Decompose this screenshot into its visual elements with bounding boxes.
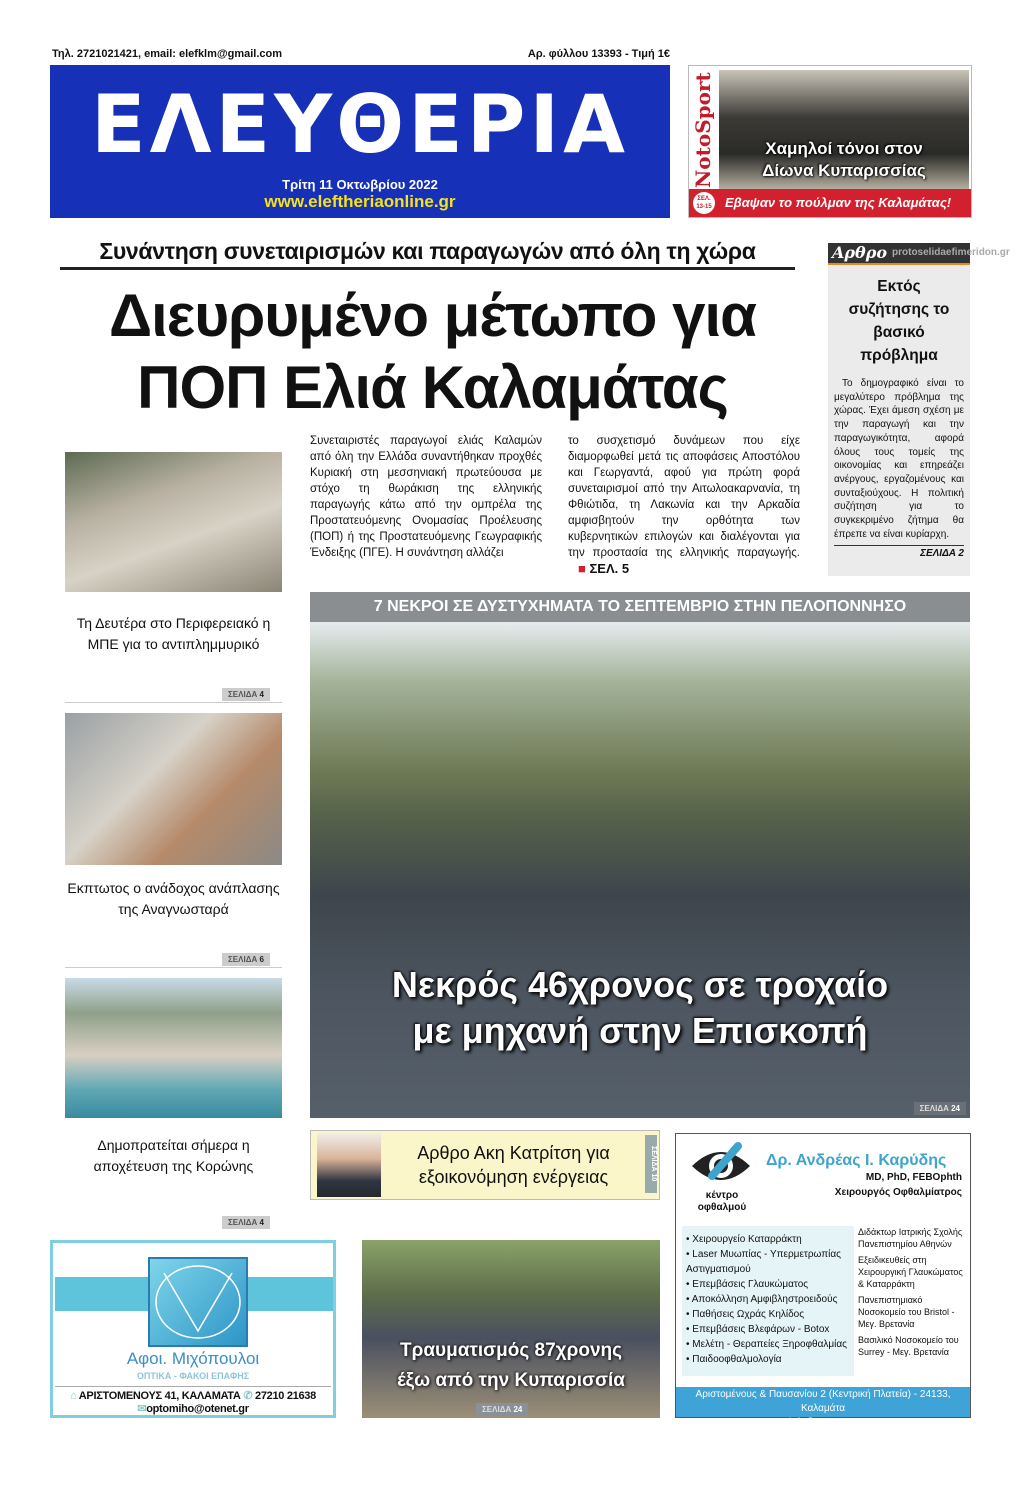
opinion-body: Το δημογραφικό είναι το μεγαλύτερο πρόβλημα της χώρας. Έχει άμεση σχέση με την παραγωγή και την παραγωγικότητα, αφορά όλους τους τομείς της οικονομίας και επηρεάζει ανέργους, εργαζομένους και συνταξιούχους. Η πολιτική συζήτηση για το συγκεκριμένο ζήτημα θα έπρεπε να είναι κυρίαρχη. bbox=[834, 378, 964, 540]
sport-pages: ΣΕΛ. 13-15 bbox=[693, 192, 715, 214]
service-item: • Επεμβάσεις Βλεφάρων - Botox bbox=[686, 1324, 830, 1335]
katritsis-teaser[interactable] bbox=[310, 1130, 660, 1200]
watermark: protoselidaefimeridon.gr bbox=[892, 247, 1010, 258]
v-logo-icon bbox=[148, 1257, 248, 1347]
headline-line: έξω από την Κυπαρισσία bbox=[397, 1370, 625, 1391]
story-caption[interactable]: Δημοπρατείται σήμερα η αποχέτευση της Κορώνης bbox=[93, 1137, 254, 1174]
flood-photo bbox=[65, 452, 282, 592]
service-item: • Αποκόλληση Αμφιβληστροειδούς bbox=[686, 1294, 838, 1305]
mail-icon: ✉ bbox=[137, 1403, 147, 1415]
page-tag: ΣΕΛΙΔΑ 4 bbox=[222, 688, 270, 701]
issue-info: Αρ. φύλλου 13393 - Τιμή 1€ bbox=[527, 48, 670, 60]
credentials-list bbox=[858, 1226, 968, 1362]
accident-headline bbox=[310, 962, 970, 1054]
page-tag: ΣΕΛΙΔΑ 24 bbox=[914, 1102, 966, 1115]
street-photo bbox=[65, 713, 282, 865]
divider bbox=[65, 967, 282, 968]
story-caption[interactable]: Εκπτωτος ο ανάδοχος ανάπλασης της Αναγνωσταρά bbox=[67, 880, 280, 917]
square-icon: ■ bbox=[578, 561, 586, 576]
lead-text-col2 bbox=[568, 433, 800, 578]
sport-caption-1: Χαμηλοί τόνοι στον bbox=[765, 139, 923, 158]
katritsis-title: Αρθρο Ακη Κατρίτση για εξοικονόμηση ενέργειας bbox=[417, 1143, 610, 1187]
masthead bbox=[50, 65, 670, 218]
lead-page-ref[interactable] bbox=[578, 561, 629, 576]
credential: Διδάκτωρ Ιατρικής Σχολής Πανεπιστημίου Αθηνών bbox=[858, 1227, 963, 1249]
notosport-teaser[interactable] bbox=[688, 65, 972, 218]
eye-logo-text: κέντρο οφθαλμού bbox=[697, 1190, 747, 1213]
optics-subtitle: ΟΠΤΙΚΑ - ΦΑΚΟΙ ΕΠΑΦΗΣ bbox=[136, 1371, 250, 1381]
eye-address: Αριστομένους & Παυσανίου 2 (Κεντρική Πλατεία) - 24133, Καλαμάτα bbox=[695, 1389, 951, 1414]
headline-line: Τραυματισμός 87χρονης bbox=[399, 1340, 623, 1361]
lead-text-col2-body: το συσχετισμό δυνάμεων που είχε διαμορφωθεί μετά τις αποφάσεις Αποστόλου και Γεωργαντά, αφού για πρώτη φορά συνεταιρισμοί από την Αιτωλοακαρνανία, τη Φθιώτιδα, τη Λακωνία και την Αρκαδία αμφισβητούν την ορθότητα των κυβερνητικών επιλογών και διαλέγονται για την προστασία της ελληνικής παραγωγής. bbox=[568, 435, 800, 559]
service-item: • Επεμβάσεις Γλαυκώματος bbox=[686, 1279, 809, 1290]
issue-date: Τρίτη 11 Οκτωβρίου 2022 bbox=[282, 177, 438, 192]
optics-contact: ⌂ ΑΡΙΣΤΟΜΕΝΟΥΣ 41, ΚΑΛΑΜΑΤΑ ✆ 27210 21638 ✉optomiho@otenet.gr bbox=[55, 1386, 331, 1416]
eye-icon bbox=[690, 1142, 752, 1188]
opinion-tag: Αρθρο bbox=[828, 243, 970, 265]
lead-kicker: Συνάντηση συνεταιρισμών και παραγωγών από όλη τη χώρα bbox=[60, 238, 795, 270]
author-photo bbox=[317, 1133, 381, 1197]
doctor-name: Δρ. Ανδρέας Ι. Καρύδης bbox=[766, 1152, 947, 1169]
koroni-photo bbox=[65, 978, 282, 1118]
eye-ad-footer bbox=[676, 1387, 970, 1428]
headline-line: Διευρυμένο μέτωπο για bbox=[108, 282, 757, 349]
page-tag: ΣΕΛΙΔΑ 6 bbox=[222, 953, 270, 966]
lead-headline[interactable] bbox=[40, 280, 825, 424]
page-tag: ΣΕΛΙΔΑ 10 bbox=[645, 1135, 657, 1193]
doctor-degrees: MD, PhD, FEBOphth bbox=[865, 1172, 962, 1183]
website-link[interactable]: www.eleftheriaonline.gr bbox=[264, 192, 456, 211]
optics-ad[interactable] bbox=[50, 1240, 336, 1418]
eye-contact: τ: +30 27210 22007 - e: info@eye-center.gr - www.eye-center.gr bbox=[681, 1417, 965, 1428]
credential: Εξειδικευθείς στη Χειρουργική Γλαυκώματος & Καταρράκτη bbox=[858, 1255, 963, 1289]
page-tag: ΣΕΛΙΔΑ 4 bbox=[222, 1216, 270, 1229]
opinion-title: Εκτός συζήτησης το βασικό πρόβλημα bbox=[848, 278, 950, 364]
notosport-brand: NotoSport bbox=[691, 72, 715, 188]
phone-icon: ✆ bbox=[243, 1390, 253, 1402]
opinion-page: ΣΕΛΙΔΑ 2 bbox=[834, 545, 964, 559]
credential: Βασιλικό Νοσοκομείο του Surrey - Μεγ. Βρετανία bbox=[858, 1335, 959, 1357]
lead-page: ΣΕΛ. 5 bbox=[589, 561, 630, 576]
sport-caption-2: Δίωνα Κυπαρισσίας bbox=[762, 161, 926, 180]
headline-line: Νεκρός 46χρονος σε τροχαίο bbox=[391, 964, 889, 1005]
service-item: • Χειρουργείο Καταρράκτη bbox=[686, 1234, 802, 1245]
service-item: • Laser Μυωπίας - Υπερμετρωπίας Αστιγματισμού bbox=[686, 1249, 841, 1275]
page-tag: ΣΕΛΙΔΑ 24 bbox=[476, 1403, 528, 1416]
credential: Πανεπιστημιακό Νοσοκομείο του Bristol - Μεγ. Βρετανία bbox=[858, 1295, 955, 1329]
lead-text-col1: Συνεταιριστές παραγωγοί ελιάς Καλαμών από όλη την Ελλάδα συναντήθηκαν προχθές Κυριακή στη μεσσηνιακή πρωτεύουσα με στόχο τη θωράκιση της ελληνικής παραγωγής κάτω από την ομπρέλα της Προστατευόμενης Ονομασίας Προέλευσης (ΠΟΠ) ή της Προστατευόμενης Γεωγραφικής Ένδειξης (ΠΓΕ). Η συνάντηση αλλάζει bbox=[310, 435, 542, 559]
accident-photo[interactable] bbox=[310, 622, 970, 1118]
sport-bar: Εβαψαν το πούλμαν της Καλαμάτας! bbox=[689, 189, 971, 217]
car-crash-photo[interactable] bbox=[362, 1240, 660, 1418]
car-headline bbox=[362, 1336, 660, 1396]
doctor-title: Χειρουργός Οφθαλμίατρος bbox=[834, 1187, 962, 1198]
accidents-banner: 7 ΝΕΚΡΟΙ ΣΕ ΔΥΣΤΥΧΗΜΑΤΑ ΤΟ ΣΕΠΤΕΜΒΡΙΟ ΣΤΗΝ ΠΕΛΟΠΟΝΝΗΣΟ bbox=[310, 592, 970, 622]
service-item: • Μελέτη - Θεραπείες Ξηροφθαλμίας bbox=[686, 1339, 847, 1350]
headline-line: ΠΟΠ Ελιά Καλαμάτας bbox=[137, 354, 728, 421]
optics-name: Αφοι. Μιχόπουλοι bbox=[126, 1349, 260, 1368]
headline-line: με μηχανή στην Επισκοπή bbox=[412, 1010, 868, 1051]
services-list bbox=[682, 1226, 854, 1376]
newspaper-logo: ΕΛΕΥΘΕΡΙΑ bbox=[90, 78, 630, 171]
story-caption[interactable]: Τη Δευτέρα στο Περιφερειακό η ΜΠΕ για το αντιπλημμυρικό bbox=[76, 615, 271, 652]
eye-center-ad[interactable] bbox=[675, 1133, 971, 1428]
service-item: • Παθήσεις Ωχράς Κηλίδος bbox=[686, 1309, 805, 1320]
opinion-box[interactable] bbox=[828, 243, 1010, 576]
home-icon: ⌂ bbox=[70, 1390, 77, 1402]
service-item: • Παιδοοφθαλμολογία bbox=[686, 1354, 782, 1365]
divider bbox=[65, 702, 282, 703]
contact-line: Τηλ. 2721021421, email: elefklm@gmail.com bbox=[52, 48, 283, 60]
